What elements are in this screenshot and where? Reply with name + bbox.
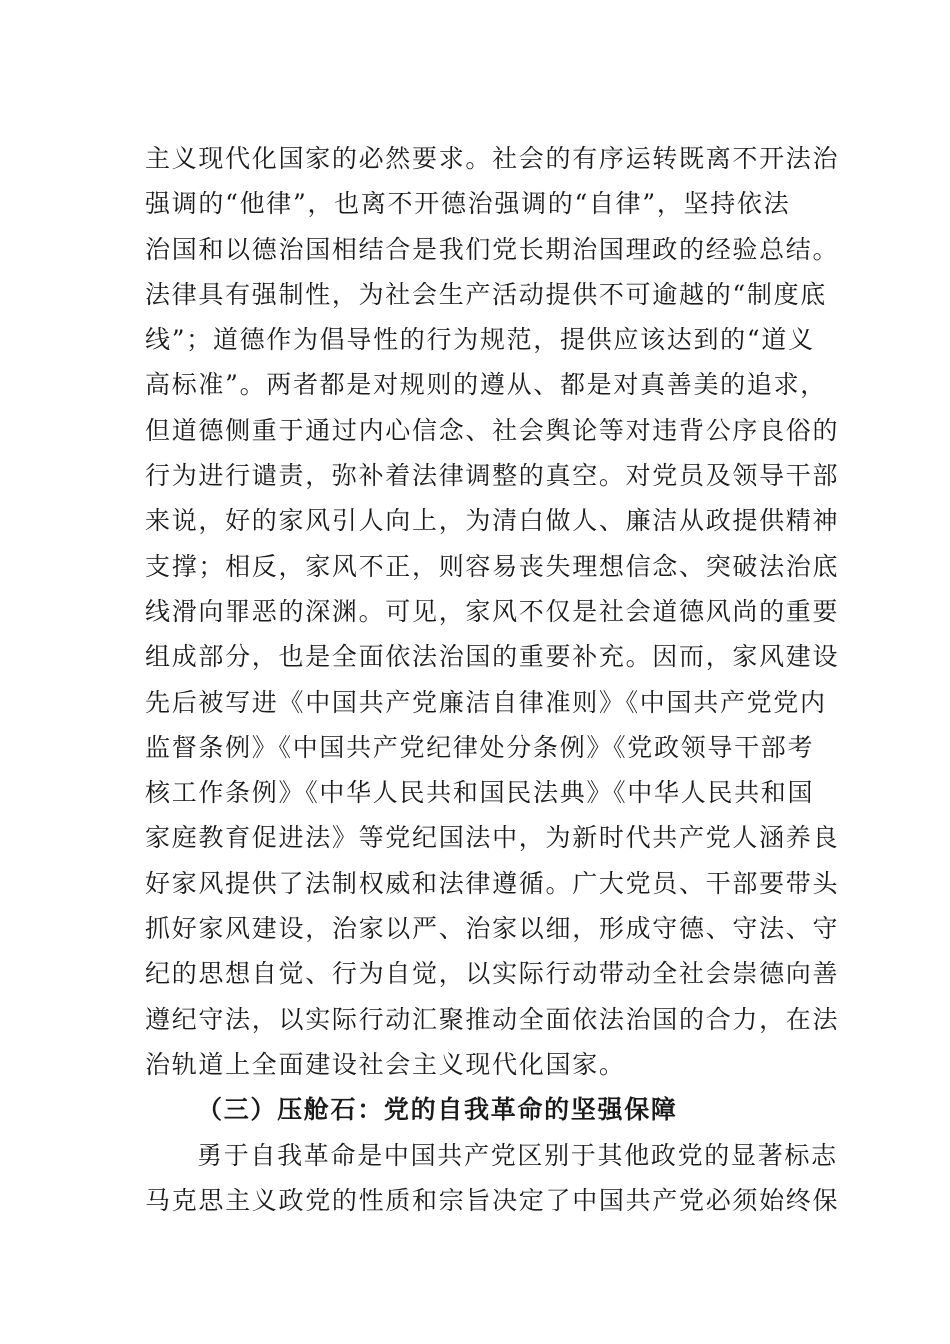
text-line: 纪的思想自觉、行为自觉，以实际行动带动全社会崇德向善 <box>145 959 840 989</box>
section-heading: （三）压舱石：党的自我革命的坚强保障 <box>197 1095 678 1125</box>
text-line: 主义现代化国家的必然要求。社会的有序运转既离不开法治 <box>145 144 840 173</box>
text-line: 支撑；相反，家风不正，则容易丧失理想信念、突破法治底 <box>145 551 840 581</box>
text-line: 抓好家风建设，治家以严、治家以细，形成守德、守法、守 <box>145 914 840 944</box>
text-line: 先后被写进《中国共产党廉洁自律准则》《中国共产党党内 <box>145 687 827 717</box>
text-line: 家庭教育促进法》等党纪国法中，为新时代共产党人涵养良 <box>145 823 840 853</box>
text-line: 治轨道上全面建设社会主义现代化国家。 <box>145 1049 626 1079</box>
text-line: 勇于自我革命是中国共产党区别于其他政党的显著标志 <box>197 1140 838 1170</box>
text-line: 高标准”。两者都是对规则的遵从、都是对真善美的追求， <box>145 370 827 400</box>
text-line: 来说，好的家风引人向上，为清白做人、廉洁从政提供精神 <box>145 506 840 536</box>
text-line: 遵纪守法，以实际行动汇聚推动全面依法治国的合力，在法 <box>145 1004 840 1034</box>
text-line: 核工作条例》《中华人民共和国民法典》《中华人民共和国 <box>145 778 815 808</box>
text-line: 马克思主义政党的性质和宗旨决定了中国共产党必须始终保 <box>145 1185 840 1215</box>
text-line: 行为进行谴责，弥补着法律调整的真空。对党员及领导干部 <box>145 461 840 491</box>
text-line: 线”；道德作为倡导性的行为规范，提供应该达到的“道义 <box>145 325 815 355</box>
text-line: 好家风提供了法制权威和法律遵循。广大党员、干部要带头 <box>145 868 840 898</box>
text-line: 组成部分，也是全面依法治国的重要补充。因而，家风建设 <box>145 642 840 672</box>
text-line: 法律具有强制性，为社会生产活动提供不可逾越的“制度底 <box>145 279 827 309</box>
text-line: 监督条例》《中国共产党纪律处分条例》《党政领导干部考 <box>145 732 815 762</box>
paragraph-2 <box>145 1133 840 1224</box>
text-line: 但道德侧重于通过内心信念、社会舆论等对违背公序良俗的 <box>145 415 840 445</box>
paragraph-1 <box>145 136 840 1087</box>
text-line: 强调的“他律”，也离不开德治强调的“自律”，坚持依法 <box>145 189 791 219</box>
text-line: 线滑向罪恶的深渊。可见，家风不仅是社会道德风尚的重要 <box>145 596 840 626</box>
text-line: 治国和以德治国相结合是我们党长期治国理政的经验总结。 <box>145 234 840 264</box>
body-text <box>145 136 840 1223</box>
